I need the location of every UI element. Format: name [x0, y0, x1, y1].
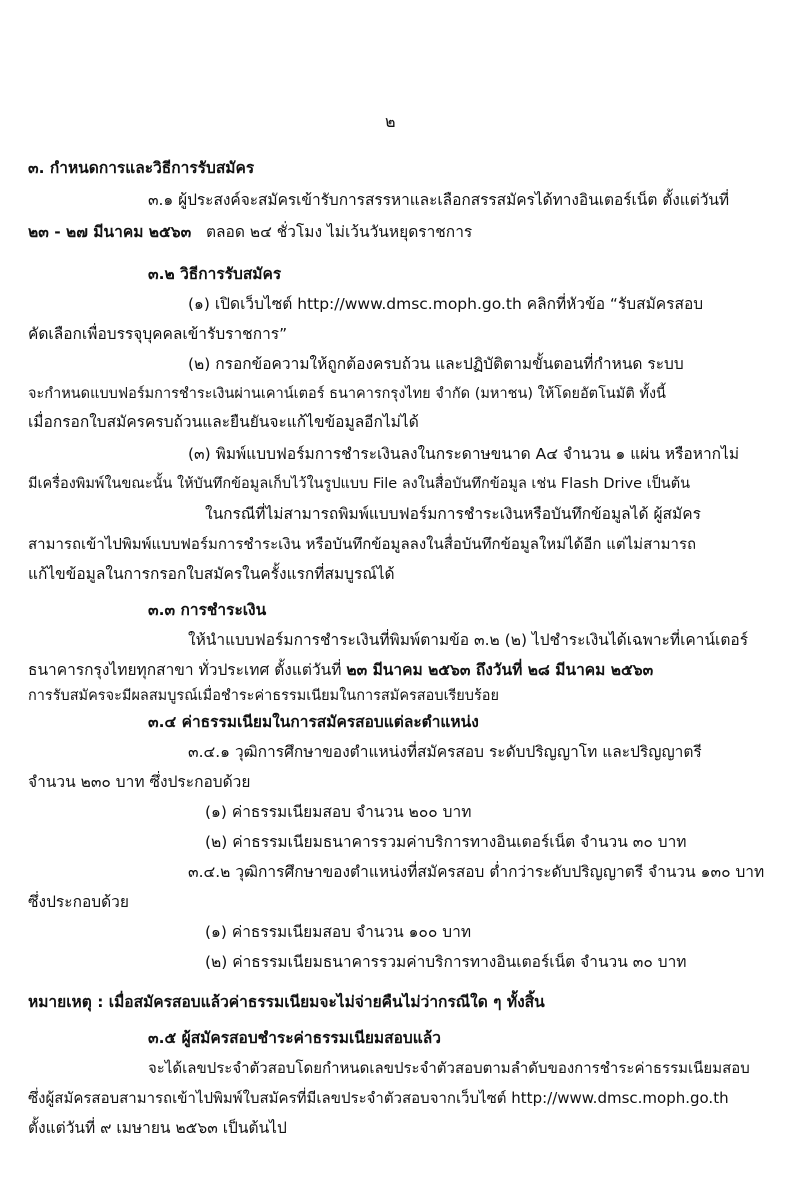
s35-line2: ซึ่งผู้สมัครสอบสามารถเข้าไปพิมพ์ใบสมัครที่มีเลขประจำตัวสอบจากเว็บไซต์ http://www.dmsc.moph.go.th [28, 1089, 729, 1107]
s32-p1-line1 [188, 294, 703, 314]
s34-b-item2: (๒) ค่าธรรมเนียมธนาคารรวมค่าบริการทางอินเตอร์เน็ต จำนวน ๓๐ บาท [205, 953, 687, 971]
s34-b-item1: (๑) ค่าธรรมเนียมสอบ จำนวน ๑๐๐ บาท [205, 923, 472, 941]
s31-line1: ๓.๑ ผู้ประสงค์จะสมัครเข้ารับการสรรหาและเลือกสรรสมัครได้ทางอินเตอร์เน็ต ตั้งแต่วันที่ [148, 191, 730, 209]
s34-b-line2: ซึ่งประกอบด้วย [28, 893, 129, 911]
s32-p2-line2: จะกำหนดแบบฟอร์มการชำระเงินผ่านเคาน์เตอร์ ธนาคารกรุงไทย จำกัด (มหาชน) ให้โดยอัตโนมัติ ทั้งนี้ [28, 386, 666, 402]
s32-p1-pre: (๑) เปิดเว็บไซต์ [188, 295, 293, 313]
s32-p4-line1: ในกรณีที่ไม่สามารถพิมพ์แบบฟอร์มการชำระเงินหรือบันทึกข้อมูลได้ ผู้สมัคร [205, 505, 701, 523]
s33-title: ๓.๓ การชำระเงิน [148, 601, 267, 619]
page-number: ๒ [385, 112, 396, 131]
s32-p3-line1: (๓) พิมพ์แบบฟอร์มการชำระเงินลงในกระดาษขนาด A๔ จำนวน ๑ แผ่น หรือหากไม่ [188, 445, 740, 463]
s34-a-line1: ๓.๔.๑ วุฒิการศึกษาของตำแหน่งที่สมัครสอบ ระดับปริญญาโท และปริญญาตรี [188, 743, 702, 761]
section-heading: ๓. กำหนดการและวิธีการรับสมัคร [28, 159, 255, 177]
note: หมายเหตุ : เมื่อสมัครสอบแล้วค่าธรรมเนียมจะไม่จ่ายคืนไม่ว่ากรณีใด ๆ ทั้งสิ้น [28, 993, 545, 1011]
s33-line2 [28, 660, 653, 680]
s32-title: ๓.๒ วิธีการรับสมัคร [148, 265, 282, 283]
s34-a-line2: จำนวน ๒๓๐ บาท ซึ่งประกอบด้วย [28, 773, 251, 791]
s34-title: ๓.๔ ค่าธรรมเนียมในการสมัครสอบแต่ละตำแหน่ง [148, 713, 479, 731]
website-url[interactable]: http://www.dmsc.moph.go.th [297, 295, 522, 313]
s34-b-line1: ๓.๔.๒ วุฒิการศึกษาของตำแหน่งที่สมัครสอบ ต่ำกว่าระดับปริญญาตรี จำนวน ๑๓๐ บาท [188, 863, 765, 881]
s32-p1-post: คลิกที่หัวข้อ “รับสมัครสอบ [526, 295, 704, 313]
s31-hours: ตลอด ๒๔ ชั่วโมง ไม่เว้นวันหยุดราชการ [205, 223, 473, 241]
s35-line1: จะได้เลขประจำตัวสอบโดยกำหนดเลขประจำตัวสอบตามลำดับของการชำระค่าธรรมเนียมสอบ [148, 1059, 750, 1077]
s32-p4-line2: สามารถเข้าไปพิมพ์แบบฟอร์มการชำระเงิน หรือบันทึกข้อมูลลงในสื่อบันทึกข้อมูลใหม่ได้อีก แต่ไม่สามารถ [28, 535, 697, 553]
s32-p2-line3: เมื่อกรอกใบสมัครครบถ้วนและยืนยันจะแก้ไขข้อมูลอีกไม่ได้ [28, 413, 419, 431]
s35-line3: ตั้งแต่วันที่ ๙ เมษายน ๒๕๖๓ เป็นต้นไป [28, 1119, 287, 1137]
s31-date-range: ๒๓ - ๒๗ มีนาคม ๒๕๖๓ [28, 223, 192, 241]
s34-a-item1: (๑) ค่าธรรมเนียมสอบ จำนวน ๒๐๐ บาท [205, 803, 472, 821]
s33-line1: ให้นำแบบฟอร์มการชำระเงินที่พิมพ์ตามข้อ ๓.๒ (๒) ไปชำระเงินได้เฉพาะที่เคาน์เตอร์ [188, 631, 749, 649]
s32-p4-line3: แก้ไขข้อมูลในการกรอกใบสมัครในครั้งแรกที่สมบูรณ์ได้ [28, 565, 395, 583]
s34-a-item2: (๒) ค่าธรรมเนียมธนาคารรวมค่าบริการทางอินเตอร์เน็ต จำนวน ๓๐ บาท [205, 833, 687, 851]
s32-p2-line1: (๒) กรอกข้อความให้ถูกต้องครบถ้วน และปฏิบัติตามขั้นตอนที่กำหนด ระบบ [188, 355, 684, 373]
s33-line3: การรับสมัครจะมีผลสมบูรณ์เมื่อชำระค่าธรรมเนียมในการสมัครสอบเรียบร้อย [28, 688, 500, 704]
s35-title: ๓.๕ ผู้สมัครสอบชำระค่าธรรมเนียมสอบแล้ว [148, 1029, 441, 1047]
s32-p3-line2: มีเครื่องพิมพ์ในขณะนั้น ให้บันทึกข้อมูลเก็บไว้ในรูปแบบ File ลงในสื่อบันทึกข้อมูล เช่น Flash Drive เป็นต้น [28, 476, 691, 492]
s33-line2-pre: ธนาคารกรุงไทยทุกสาขา ทั่วประเทศ ตั้งแต่วันที่ [28, 661, 342, 679]
s31-line2 [28, 222, 472, 242]
s32-p1-line2: คัดเลือกเพื่อบรรจุบุคคลเข้ารับราชการ” [28, 325, 288, 343]
s33-payment-dates: ๒๓ มีนาคม ๒๕๖๓ ถึงวันที่ ๒๘ มีนาคม ๒๕๖๓ [346, 661, 654, 679]
